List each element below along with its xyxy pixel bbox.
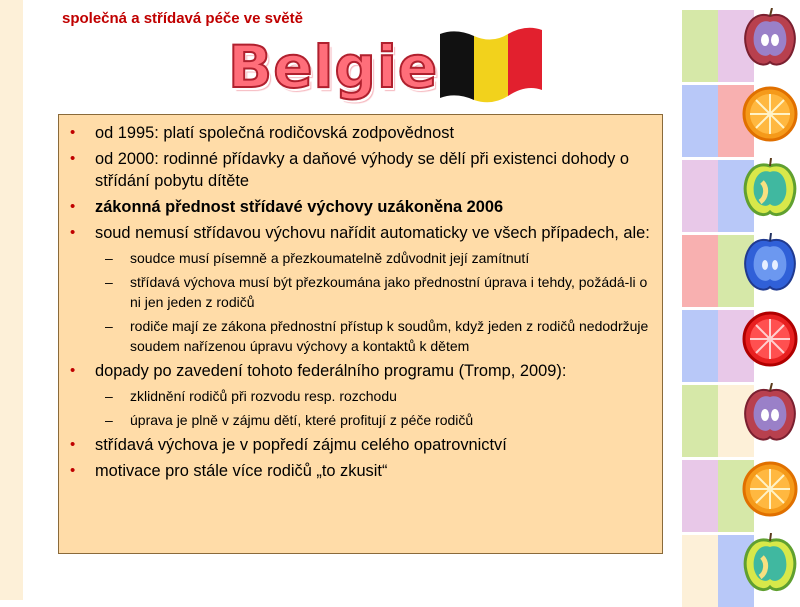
apple-half-icon — [740, 8, 800, 70]
bullet-item — [59, 222, 662, 356]
bullet-item — [59, 148, 662, 192]
green-apple-icon — [740, 158, 800, 220]
bullet-text: od 1995: platí společná rodičovská zodpovědnost — [95, 124, 455, 142]
bullet-marker: • — [70, 462, 76, 479]
dash-marker: – — [105, 274, 113, 290]
sub-bullet-text: soudce musí písemně a přezkoumatelně zdůvodnit její zamítnutí — [130, 250, 530, 266]
bullet-text: střídavá výchova je v popředí zájmu celého opatrovnictví — [95, 436, 507, 454]
dash-marker: – — [105, 412, 113, 428]
left-decor-strip — [0, 0, 23, 600]
dash-marker: – — [105, 318, 113, 334]
red-orange-slice-icon — [740, 308, 800, 370]
sub-bullet-item — [95, 248, 652, 268]
sub-bullet-item — [95, 410, 652, 430]
flag-stripe-red — [508, 28, 542, 96]
color-block — [682, 460, 718, 532]
green-apple-icon — [740, 533, 800, 595]
bullet-text: od 2000: rodinné přídavky a daňové výhody se dělí při existenci dohody o střídání pobytu dítěte — [95, 150, 629, 190]
bullet-item — [59, 434, 662, 456]
bullet-marker: • — [70, 224, 76, 241]
color-block — [682, 160, 718, 232]
bullet-item — [59, 460, 662, 482]
sub-bullet-text: střídavá výchova musí být přezkoumána jako přednostní úprava i tehdy, požádá-li o ni jen jeden z rodičů — [130, 274, 648, 310]
sub-bullet-text: zklidnění rodičů při rozvodu resp. rozchodu — [130, 388, 397, 404]
sub-bullet-item — [95, 272, 652, 312]
color-block — [682, 310, 718, 382]
flag-stripe-yellow — [474, 34, 508, 102]
blue-apple-icon — [740, 233, 800, 295]
bullet-list — [59, 115, 662, 482]
sub-bullet-list — [95, 386, 652, 430]
apple-half-icon — [740, 383, 800, 445]
slide-subtitle: společná a střídavá péče ve světě — [62, 10, 303, 27]
dash-marker: – — [105, 388, 113, 404]
sub-bullet-list — [95, 248, 652, 356]
bullet-marker: • — [70, 436, 76, 453]
bullet-item — [59, 196, 662, 218]
belgium-flag-icon — [436, 22, 546, 104]
sub-bullet-item — [95, 316, 652, 356]
sub-bullet-text: rodiče mají ze zákona přednostní přístup k soudům, když jeden z rodičů nedodržuje soudem nařízenou úpravu výchovy a kontaktů k dětem — [130, 318, 649, 354]
orange-slice-icon — [740, 83, 800, 145]
color-block — [682, 10, 718, 82]
content-box — [58, 114, 663, 554]
sub-bullet-text: úprava je plně v zájmu dětí, které profitují z péče rodičů — [130, 412, 474, 428]
bullet-item — [59, 122, 662, 144]
sub-bullet-item — [95, 386, 652, 406]
color-block — [682, 385, 718, 457]
slide-title: Belgie — [228, 33, 439, 101]
color-block — [682, 235, 718, 307]
color-block — [682, 535, 718, 607]
bullet-marker: • — [70, 362, 76, 379]
orange-slice-icon — [740, 458, 800, 520]
fruit-decoration-column — [682, 0, 800, 600]
bullet-text: motivace pro stále více rodičů „to zkusit“ — [95, 462, 388, 480]
bullet-item — [59, 360, 662, 430]
bullet-marker: • — [70, 198, 76, 215]
bullet-marker: • — [70, 150, 76, 167]
dash-marker: – — [105, 250, 113, 266]
bullet-text: soud nemusí střídavou výchovu nařídit automaticky ve všech případech, ale: — [95, 224, 650, 242]
bullet-marker: • — [70, 124, 76, 141]
bullet-text: dopady po zavedení tohoto federálního programu (Tromp, 2009): — [95, 362, 567, 380]
color-block — [682, 85, 718, 157]
bullet-text: zákonná přednost střídavé výchovy uzákoněna 2006 — [95, 198, 504, 216]
flag-stripe-black — [440, 31, 474, 100]
